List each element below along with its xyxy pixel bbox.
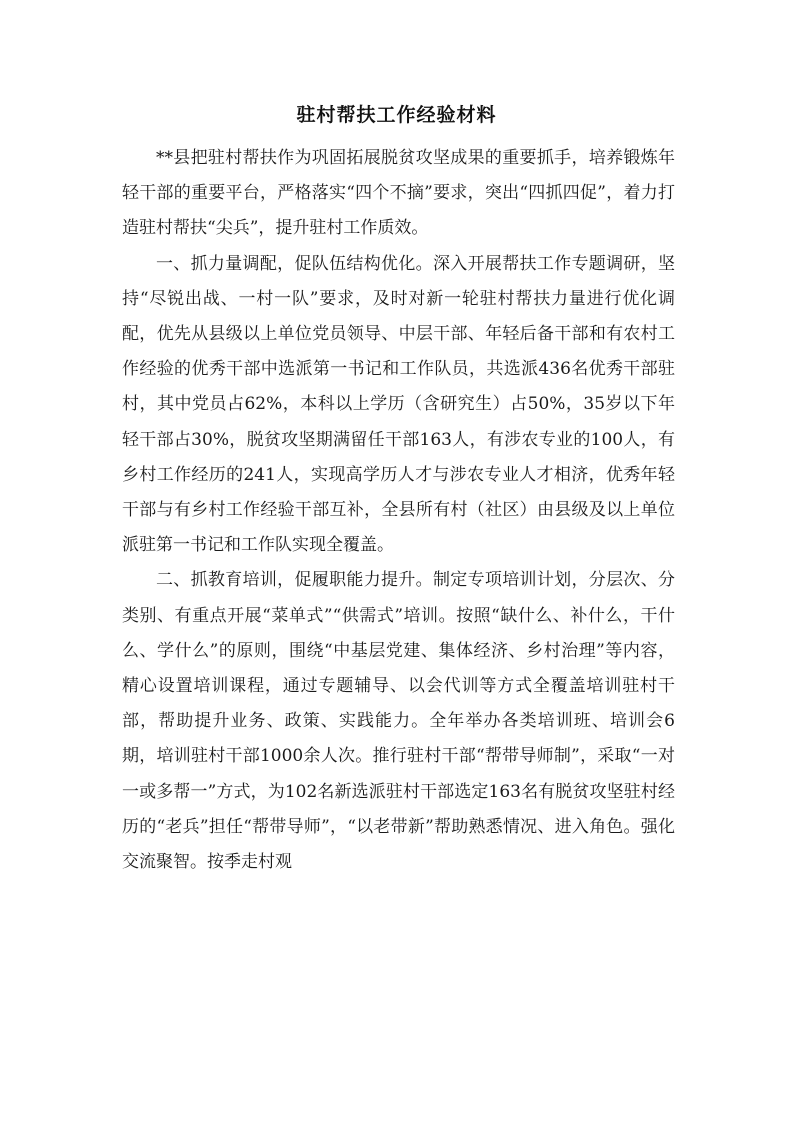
- document-title: 驻村帮扶工作经验材料: [296, 104, 497, 126]
- paragraph-intro: **县把驻村帮扶作为巩固拓展脱贫攻坚成果的重要抓手，培养锻炼年轻干部的重要平台，严格落实“四个不摘”要求，突出“四抓四促”，着力打造驻村帮扶“尖兵”，提升驻村工作质效。: [122, 148, 675, 239]
- document-body: [122, 141, 675, 880]
- paragraph-section-1: 一、抓力量调配，促队伍结构优化。深入开展帮扶工作专题调研，坚持“尽锐出战、一村一队”要求，及时对新一轮驻村帮扶力量进行优化调配，优先从县级以上单位党员领导、中层干部、年轻后备干部和有农村工作经验的优秀干部中选派第一书记和工作队员，共选派436名优秀干部驻村，其中党员占62%，本科以上学历（含研究生）占50%，35岁以下年轻干部占30%，脱贫攻坚期满留任干部163人，有涉农专业的100人，有乡村工作经历的241人，实现高学历人才与涉农专业人才相济，优秀年轻干部与有乡村工作经验干部互补，全县所有村（社区）由县级及以上单位派驻第一书记和工作队实现全覆盖。: [122, 253, 675, 556]
- paragraph-section-2: 二、抓教育培训，促履职能力提升。制定专项培训计划，分层次、分类别、有重点开展“菜单式”“供需式”培训。按照“缺什么、补什么，干什么、学什么”的原则，围绕“中基层党建、集体经济、乡村治理”等内容，精心设置培训课程，通过专题辅导、以会代训等方式全覆盖培训驻村干部，帮助提升业务、政策、实践能力。全年举办各类培训班、培训会6期，培训驻村干部1000余人次。推行驻村干部“帮带导师制”，采取“一对一或多帮一”方式，为102名新选派驻村干部选定163名有脱贫攻坚驻村经历的“老兵”担任“帮带导师”，“以老带新”帮助熟悉情况、进入角色。强化交流聚智。按季走村观: [122, 570, 675, 873]
